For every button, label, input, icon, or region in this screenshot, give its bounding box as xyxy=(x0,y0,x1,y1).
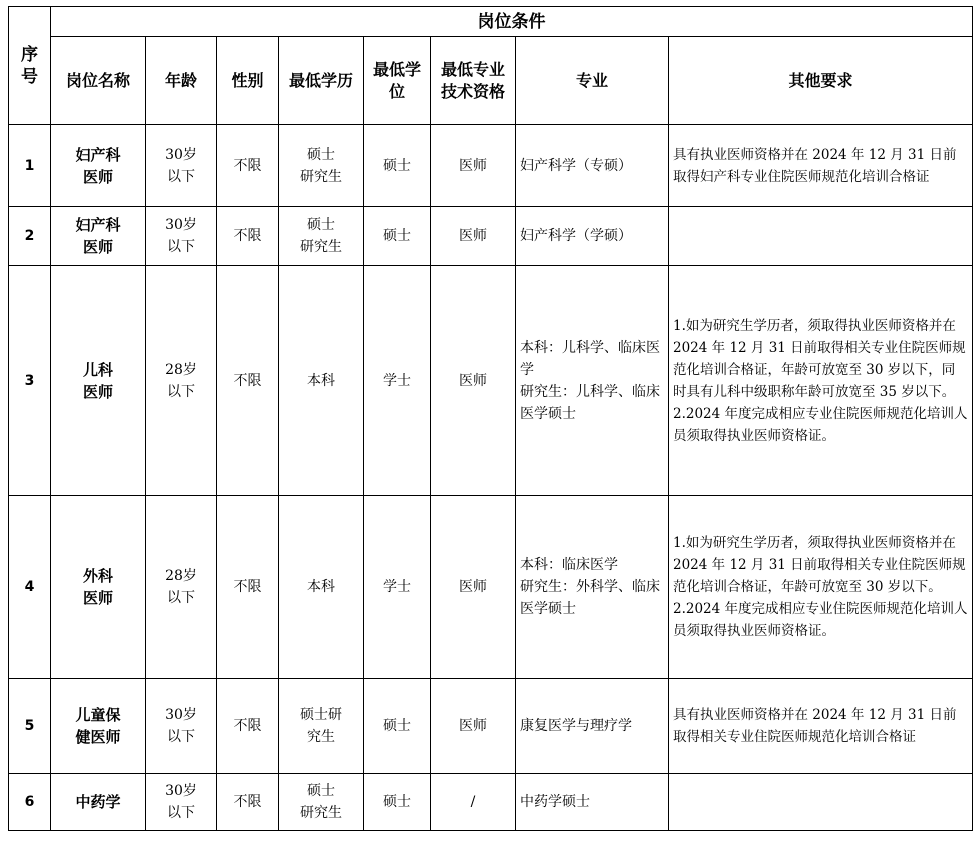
header-position-conditions: 岗位条件 xyxy=(51,7,973,37)
cell-post-name xyxy=(51,679,146,774)
cell-no xyxy=(9,679,51,774)
cell-no xyxy=(9,774,51,831)
cell-min-education-line: 本科 xyxy=(307,372,335,389)
header-no: 序号 xyxy=(9,7,51,125)
header-row-2 xyxy=(9,37,973,125)
cell-post-name xyxy=(51,207,146,266)
cell-major-line: 研究生：儿科学、临床医学硕士 xyxy=(520,383,660,422)
cell-post-name xyxy=(51,774,146,831)
cell-other-requirements-line: 具有执业医师资格并在 2024 年 12 月 31 日前取得妇产科专业住院医师规范化培训合格证 xyxy=(673,146,957,185)
header-post-name: 岗位名称 xyxy=(51,37,146,125)
cell-no-line: 5 xyxy=(24,718,35,734)
table-row xyxy=(9,679,973,774)
header-major: 专业 xyxy=(516,37,669,125)
cell-gender xyxy=(217,774,279,831)
cell-no-line: 6 xyxy=(24,794,35,810)
table-body xyxy=(9,125,973,831)
cell-min-education xyxy=(279,125,364,207)
cell-age-line: 以下 xyxy=(167,168,195,185)
cell-age xyxy=(146,496,217,679)
cell-min-title-line: 医师 xyxy=(459,718,487,734)
cell-min-title xyxy=(431,207,516,266)
cell-post-name-line: 妇产科 xyxy=(75,145,121,164)
cell-post-name-line: 医师 xyxy=(82,382,113,401)
cell-min-degree xyxy=(364,774,431,831)
cell-min-title-line: / xyxy=(470,794,476,810)
recruitment-table xyxy=(8,6,973,831)
cell-age-line: 30岁 xyxy=(165,707,197,723)
cell-min-degree-line: 硕士 xyxy=(383,157,411,174)
cell-age-line: 以下 xyxy=(167,805,195,821)
cell-no xyxy=(9,496,51,679)
cell-gender-line: 不限 xyxy=(233,579,262,595)
cell-major xyxy=(516,207,669,266)
cell-age xyxy=(146,207,217,266)
cell-post-name-line: 中药学 xyxy=(75,793,121,811)
cell-other-requirements-line: 1.如为研究生学历者，须取得执业医师资格并在 2024 年 12 月 31 日前取得相关专业住院医师规范化培训合格证，年龄可放宽至 30 岁以下，同时具有儿科中级职称年龄可放宽至 35 岁以下。 xyxy=(673,317,966,400)
cell-min-education xyxy=(279,496,364,679)
cell-min-education-line: 究生 xyxy=(307,729,335,745)
cell-major xyxy=(516,125,669,207)
cell-other-requirements xyxy=(669,266,973,496)
cell-post-name-line: 外科 xyxy=(82,567,113,585)
cell-min-education-line: 研究生 xyxy=(300,168,342,185)
cell-other-requirements-line: 具有执业医师资格并在 2024 年 12 月 31 日前取得相关专业住院医师规范化培训合格证 xyxy=(673,707,957,745)
cell-other-requirements-line: 1.如为研究生学历者，须取得执业医师资格并在 2024 年 12 月 31 日前取得相关专业住院医师规范化培训合格证，年龄可放宽至 30 岁以下。 xyxy=(673,535,966,595)
cell-min-education xyxy=(279,207,364,266)
table-row xyxy=(9,207,973,266)
cell-no-line: 4 xyxy=(24,579,35,595)
cell-min-title xyxy=(431,774,516,831)
cell-min-education xyxy=(279,774,364,831)
cell-post-name-line: 医师 xyxy=(82,167,113,186)
cell-age-line: 30岁 xyxy=(165,146,197,163)
cell-post-name xyxy=(51,266,146,496)
cell-no-line: 3 xyxy=(24,372,35,389)
cell-min-title-line: 医师 xyxy=(459,228,487,244)
cell-major-line: 康复医学与理疗学 xyxy=(520,718,632,734)
cell-min-degree xyxy=(364,496,431,679)
cell-other-requirements xyxy=(669,207,973,266)
cell-gender xyxy=(217,125,279,207)
cell-no xyxy=(9,266,51,496)
cell-age xyxy=(146,774,217,831)
cell-min-degree-line: 硕士 xyxy=(383,228,411,244)
header-min-degree: 最低学位 xyxy=(364,37,431,125)
cell-age xyxy=(146,125,217,207)
cell-min-title-line: 医师 xyxy=(459,157,487,174)
cell-gender-line: 不限 xyxy=(233,228,262,244)
cell-age-line: 30岁 xyxy=(165,217,197,233)
cell-min-education-line: 硕士 xyxy=(307,146,335,163)
cell-other-requirements-line: 2.2024 年度完成相应专业住院医师规范化培训人员须取得执业医师资格证。 xyxy=(673,601,968,639)
table-row xyxy=(9,125,973,207)
cell-min-title xyxy=(431,679,516,774)
cell-min-education-line: 硕士 xyxy=(307,217,335,233)
cell-no xyxy=(9,207,51,266)
cell-age-line: 以下 xyxy=(167,729,195,745)
cell-min-education-line: 本科 xyxy=(307,579,335,595)
cell-gender-line: 不限 xyxy=(233,372,262,389)
cell-min-degree xyxy=(364,679,431,774)
cell-min-degree-line: 硕士 xyxy=(383,794,411,810)
cell-age xyxy=(146,266,217,496)
cell-age-line: 以下 xyxy=(167,590,195,606)
cell-gender xyxy=(217,266,279,496)
cell-min-degree-line: 学士 xyxy=(383,579,411,595)
cell-min-degree xyxy=(364,207,431,266)
header-min-title: 最低专业技术资格 xyxy=(431,37,516,125)
cell-min-degree-line: 硕士 xyxy=(383,718,411,734)
cell-post-name-line: 妇产科 xyxy=(75,216,121,234)
cell-other-requirements xyxy=(669,125,973,207)
cell-min-title xyxy=(431,496,516,679)
cell-gender-line: 不限 xyxy=(233,157,262,174)
cell-post-name-line: 儿科 xyxy=(82,360,113,379)
cell-no xyxy=(9,125,51,207)
cell-major xyxy=(516,496,669,679)
cell-post-name-line: 医师 xyxy=(82,238,113,256)
cell-gender xyxy=(217,207,279,266)
cell-min-title-line: 医师 xyxy=(459,372,487,389)
cell-other-requirements xyxy=(669,496,973,679)
cell-major-line: 研究生：外科学、临床医学硕士 xyxy=(520,579,660,617)
header-other-requirements: 其他要求 xyxy=(669,37,973,125)
table-row xyxy=(9,266,973,496)
cell-no-line: 1 xyxy=(24,157,35,174)
cell-gender xyxy=(217,679,279,774)
cell-major-line: 本科：儿科学、临床医学 xyxy=(520,339,660,378)
cell-age-line: 30岁 xyxy=(165,783,197,799)
cell-no-line: 2 xyxy=(24,228,35,244)
cell-min-education-line: 硕士 xyxy=(307,783,335,799)
cell-gender-line: 不限 xyxy=(233,794,262,810)
cell-min-education-line: 研究生 xyxy=(300,805,342,821)
cell-min-degree-line: 学士 xyxy=(383,372,411,389)
cell-gender xyxy=(217,496,279,679)
table-row xyxy=(9,774,973,831)
cell-major-line: 妇产科学（专硕） xyxy=(520,157,632,174)
cell-post-name-line: 儿童保 xyxy=(75,706,121,724)
cell-min-title xyxy=(431,266,516,496)
cell-major xyxy=(516,774,669,831)
cell-min-degree xyxy=(364,266,431,496)
cell-major xyxy=(516,679,669,774)
header-age: 年龄 xyxy=(146,37,217,125)
cell-post-name xyxy=(51,125,146,207)
cell-min-title xyxy=(431,125,516,207)
cell-post-name xyxy=(51,496,146,679)
cell-post-name-line: 健医师 xyxy=(75,728,121,746)
cell-age-line: 以下 xyxy=(167,239,195,255)
cell-min-title-line: 医师 xyxy=(459,579,487,595)
cell-post-name-line: 医师 xyxy=(82,589,113,607)
cell-major-line: 本科：临床医学 xyxy=(520,557,618,573)
cell-other-requirements-line: 2.2024 年度完成相应专业住院医师规范化培训人员须取得执业医师资格证。 xyxy=(673,405,968,444)
cell-other-requirements xyxy=(669,774,973,831)
cell-age-line: 28岁 xyxy=(165,361,197,378)
header-row-1 xyxy=(9,7,973,37)
cell-other-requirements xyxy=(669,679,973,774)
cell-major-line: 中药学硕士 xyxy=(520,794,590,810)
cell-min-education xyxy=(279,679,364,774)
cell-major-line: 妇产科学（学硕） xyxy=(520,228,632,244)
cell-gender-line: 不限 xyxy=(233,718,262,734)
header-min-education: 最低学历 xyxy=(279,37,364,125)
cell-min-education-line: 研究生 xyxy=(300,239,342,255)
cell-min-education-line: 硕士研 xyxy=(300,707,342,723)
cell-age-line: 28岁 xyxy=(165,568,197,584)
cell-age-line: 以下 xyxy=(167,383,195,400)
cell-min-degree xyxy=(364,125,431,207)
cell-min-education xyxy=(279,266,364,496)
cell-major xyxy=(516,266,669,496)
table-row xyxy=(9,496,973,679)
cell-age xyxy=(146,679,217,774)
header-gender: 性别 xyxy=(217,37,279,125)
